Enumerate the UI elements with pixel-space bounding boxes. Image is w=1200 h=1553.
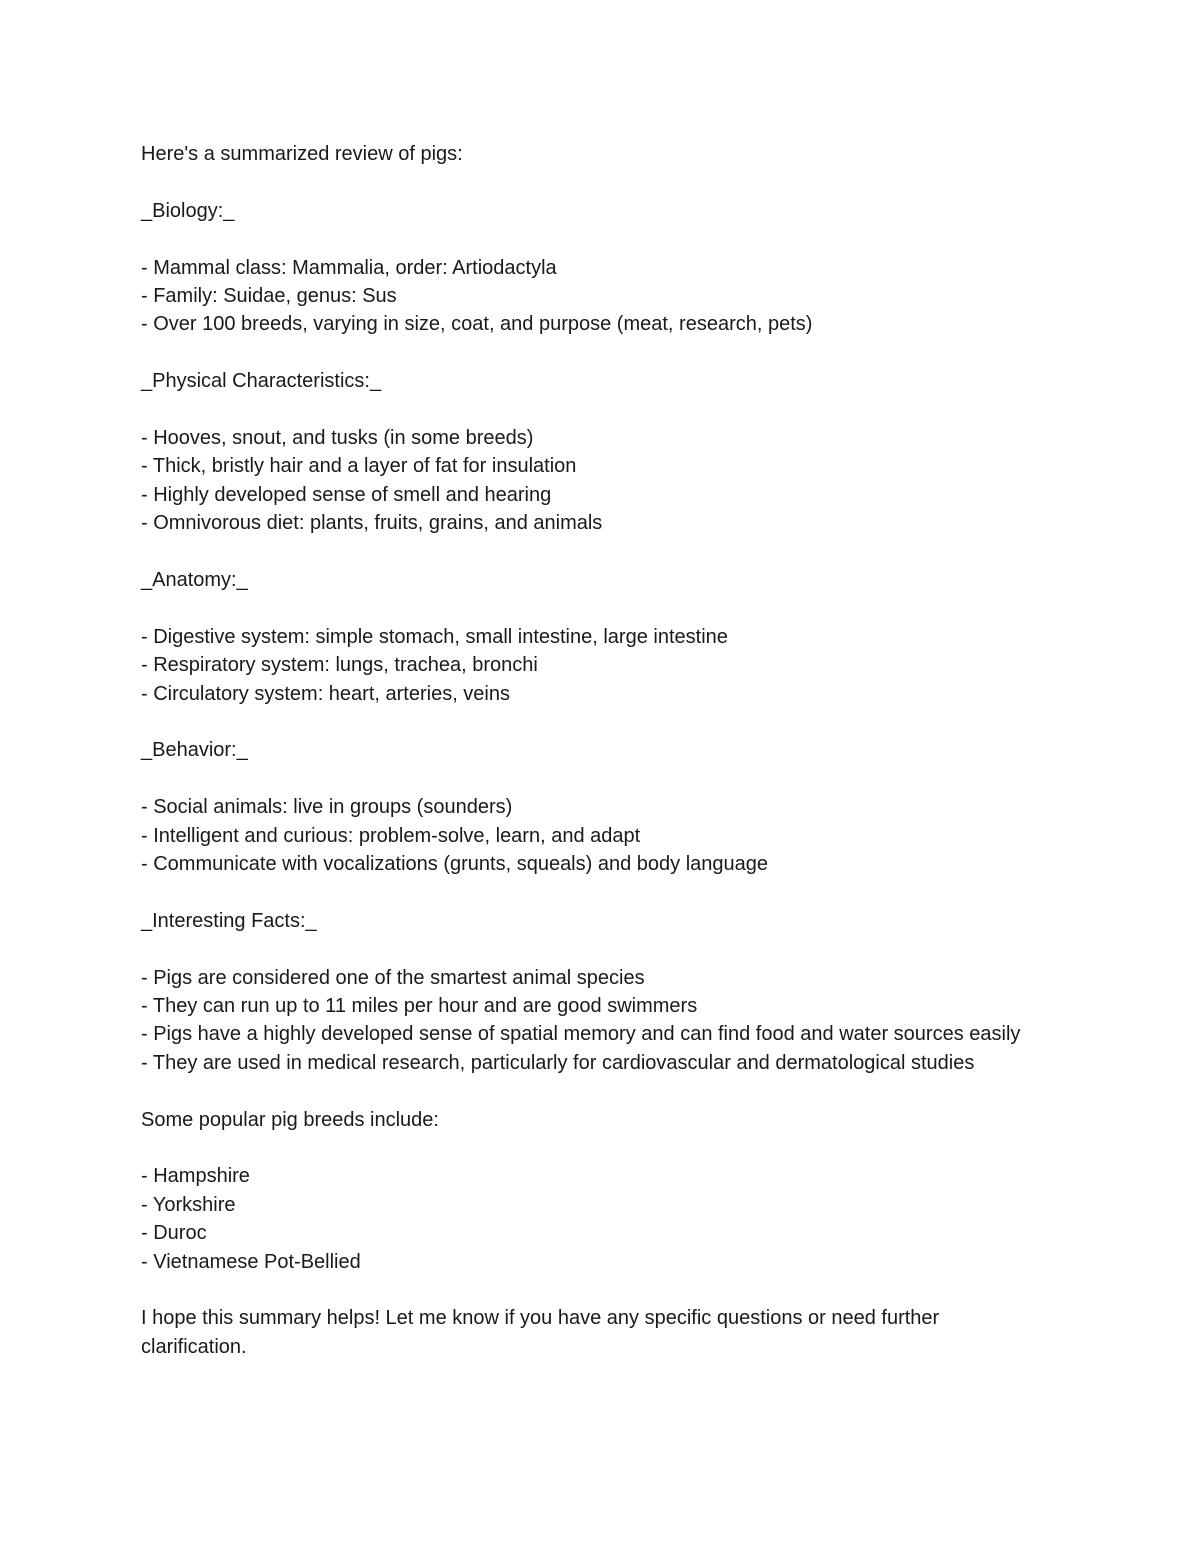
spacer xyxy=(141,1077,1041,1105)
breed-item: - Hampshire xyxy=(141,1165,250,1188)
list-item: - Respiratory system: lungs, trachea, bronchi xyxy=(141,654,538,677)
list-item: - Circulatory system: heart, arteries, veins xyxy=(141,682,510,705)
intro-text: Here's a summarized review of pigs: xyxy=(141,143,463,165)
breeds-intro: Some popular pig breeds include: xyxy=(141,1108,439,1131)
spacer xyxy=(141,878,1041,906)
spacer xyxy=(141,339,1041,367)
list-item: - Family: Suidae, genus: Sus xyxy=(141,285,397,307)
list-item: - Mammal class: Mammalia, order: Artiodactyla xyxy=(141,256,557,279)
breed-item: - Vietnamese Pot-Bellied xyxy=(141,1250,361,1273)
breed-item: - Yorkshire xyxy=(141,1193,236,1216)
list-item: - Hooves, snout, and tusks (in some breeds) xyxy=(141,427,534,449)
spacer xyxy=(141,935,1041,963)
list-item: - Communicate with vocalizations (grunts, squeals) and body language xyxy=(141,853,769,876)
document-body xyxy=(141,140,1041,1361)
list-item: - They can run up to 11 miles per hour and are good swimmers xyxy=(141,995,698,1018)
list-item: - Highly developed sense of smell and hearing xyxy=(141,483,552,506)
list-item: - They are used in medical research, particularly for cardiovascular and dermatological studies xyxy=(141,1051,975,1074)
list-item: - Intelligent and curious: problem-solve, learn, and adapt xyxy=(141,824,641,847)
section-heading-physical-characteristics: _Physical Characteristics:_ xyxy=(141,370,382,393)
list-item: - Digestive system: simple stomach, small intestine, large intestine xyxy=(141,625,728,648)
spacer xyxy=(141,168,1041,196)
breed-item: - Duroc xyxy=(141,1222,207,1245)
section-heading-behavior: _Behavior:_ xyxy=(141,739,248,762)
list-item: - Thick, bristly hair and a layer of fat for insulation xyxy=(141,455,577,478)
list-item: - Social animals: live in groups (sounders) xyxy=(141,796,513,819)
section-heading-biology: _Biology:_ xyxy=(141,199,235,222)
spacer xyxy=(141,538,1041,566)
closing-text: I hope this summary helps! Let me know if you have any specific questions or need further clarification. xyxy=(141,1307,940,1358)
spacer xyxy=(141,1134,1041,1162)
spacer xyxy=(141,1276,1041,1304)
list-item: - Omnivorous diet: plants, fruits, grains, and animals xyxy=(141,512,603,535)
list-item: - Over 100 breeds, varying in size, coat, and purpose (meat, research, pets) xyxy=(141,313,813,336)
spacer xyxy=(141,225,1041,253)
spacer xyxy=(141,594,1041,622)
list-item: - Pigs are considered one of the smartest animal species xyxy=(141,966,645,989)
section-heading-interesting-facts: _Interesting Facts:_ xyxy=(141,909,317,932)
spacer xyxy=(141,396,1041,424)
section-heading-anatomy: _Anatomy:_ xyxy=(141,569,248,592)
spacer xyxy=(141,765,1041,793)
list-item: - Pigs have a highly developed sense of spatial memory and can find food and water sources easily xyxy=(141,1023,1021,1046)
spacer xyxy=(141,708,1041,736)
